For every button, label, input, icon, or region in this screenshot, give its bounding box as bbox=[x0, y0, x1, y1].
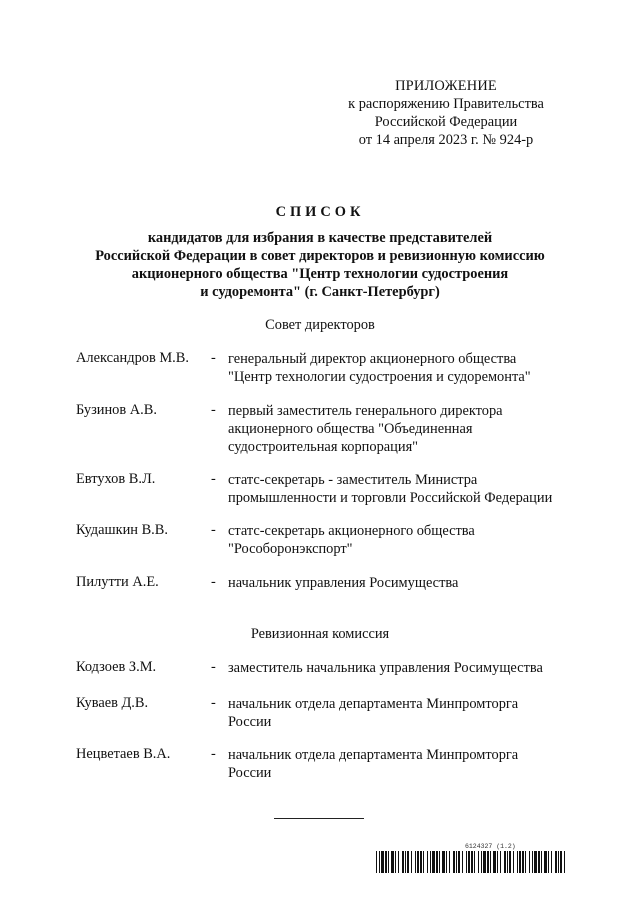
dash: - bbox=[211, 350, 216, 366]
document-subtitle bbox=[60, 229, 580, 301]
candidate-name: Евтухов В.Л. bbox=[76, 471, 156, 487]
appendix-block bbox=[330, 77, 562, 149]
candidate-position bbox=[228, 471, 573, 507]
separator-line bbox=[274, 818, 364, 819]
position-line: первый заместитель генерального директора bbox=[228, 403, 503, 419]
candidate-name: Кодзоев З.М. bbox=[76, 659, 157, 675]
position-line: заместитель начальника управления Росимущества bbox=[228, 660, 543, 676]
position-line: "Центр технологии судостроения и судоремонта" bbox=[228, 369, 531, 385]
position-line: генеральный директор акционерного общества bbox=[228, 351, 517, 367]
candidate-name: Пилутти А.Е. bbox=[76, 574, 159, 590]
position-line: начальник отдела департамента Минпромторга bbox=[228, 747, 519, 763]
position-line: промышленности и торговли Российской Федерации bbox=[228, 490, 553, 506]
barcode-label: 6124327 (1.2) bbox=[465, 843, 516, 850]
candidate-position bbox=[228, 746, 573, 782]
dash: - bbox=[211, 659, 216, 675]
position-line: начальник отдела департамента Минпромторга bbox=[228, 696, 519, 712]
position-line: судостроительная корпорация" bbox=[228, 439, 419, 455]
subtitle-line: Российской Федерации в совет директоров и ревизионную комиссию bbox=[95, 248, 545, 264]
position-line: начальник управления Росимущества bbox=[228, 575, 459, 591]
dash: - bbox=[211, 695, 216, 711]
appendix-line: Российской Федерации bbox=[374, 114, 518, 130]
position-line: России bbox=[228, 714, 272, 730]
position-line: статс-секретарь - заместитель Министра bbox=[228, 472, 478, 488]
position-line: акционерного общества "Объединенная bbox=[228, 421, 473, 437]
appendix-line: к распоряжению Правительства bbox=[348, 96, 544, 112]
dash: - bbox=[211, 746, 216, 762]
candidate-name: Кудашкин В.В. bbox=[76, 522, 168, 538]
document-title: СПИСОК bbox=[275, 204, 365, 220]
candidate-name: Куваев Д.В. bbox=[76, 695, 149, 711]
position-line: статс-секретарь акционерного общества bbox=[228, 523, 475, 539]
candidate-position bbox=[228, 402, 573, 456]
candidate-name: Александров М.В. bbox=[76, 350, 189, 366]
candidate-position bbox=[228, 574, 573, 592]
position-line: "Рособоронэкспорт" bbox=[228, 541, 353, 557]
appendix-label: ПРИЛОЖЕНИЕ bbox=[395, 78, 497, 94]
subtitle-line: кандидатов для избрания в качестве представителей bbox=[147, 230, 493, 246]
position-line: России bbox=[228, 765, 272, 781]
candidate-position bbox=[228, 695, 573, 731]
appendix-date-number: от 14 апреля 2023 г. № 924-р bbox=[358, 132, 534, 148]
dash: - bbox=[211, 402, 216, 418]
candidate-position bbox=[228, 659, 573, 677]
candidate-position bbox=[228, 350, 573, 386]
barcode-image bbox=[376, 851, 566, 873]
subtitle-line: акционерного общества "Центр технологии судостроения bbox=[131, 266, 509, 282]
section-heading-audit: Ревизионная комиссия bbox=[250, 626, 390, 642]
candidate-name: Бузинов А.В. bbox=[76, 402, 157, 418]
dash: - bbox=[211, 522, 216, 538]
candidate-position bbox=[228, 522, 573, 558]
subtitle-line: и судоремонта" (г. Санкт-Петербург) bbox=[200, 284, 440, 300]
dash: - bbox=[211, 471, 216, 487]
candidate-name: Нецветаев В.А. bbox=[76, 746, 171, 762]
section-heading-board: Совет директоров bbox=[265, 317, 375, 333]
dash: - bbox=[211, 574, 216, 590]
